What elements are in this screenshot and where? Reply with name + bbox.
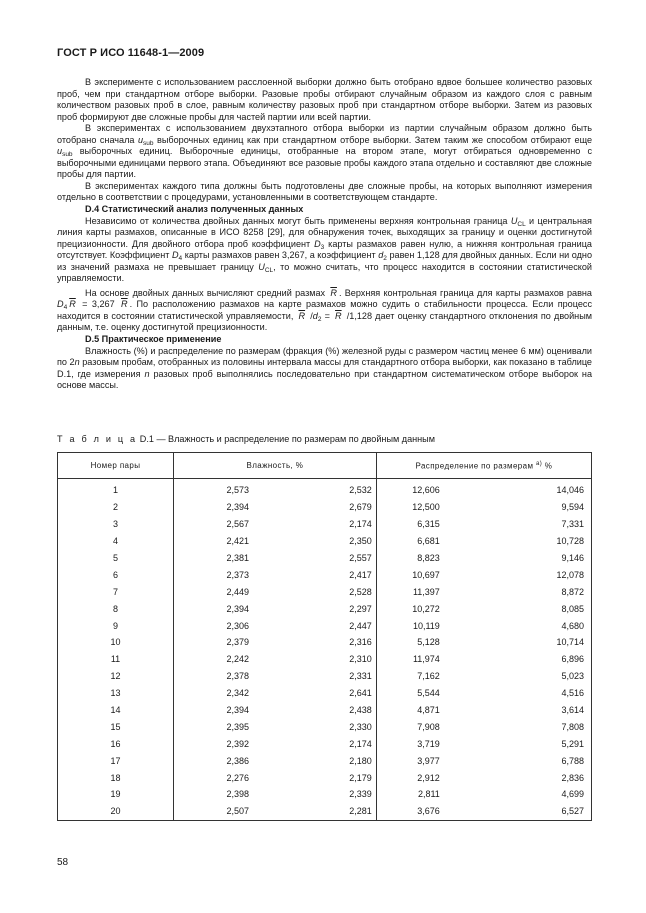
table-row bbox=[58, 600, 592, 617]
cell-moisture-1: 2,386 bbox=[226, 755, 249, 766]
cell-distribution-2: 5,023 bbox=[561, 671, 584, 682]
header-moisture: Влажность, % bbox=[174, 453, 377, 479]
cell-moisture-1: 2,567 bbox=[226, 519, 249, 530]
cell-pair-number: 14 bbox=[58, 702, 174, 719]
cell-pair-number: 17 bbox=[58, 752, 174, 769]
table-row bbox=[58, 617, 592, 634]
cell-moisture-2: 2,417 bbox=[349, 569, 372, 580]
cell-distribution-2: 3,614 bbox=[561, 705, 584, 716]
paragraph-control-limits: Независимо от количества двойных данных могут быть применены верхняя контрольная граница $U_{CL}$ и центральная линия карты размахов, описанные в ИСО 8258 [29], для обнаружения точек, выходящих за границу и оценки достигнутой прецизионности. Для двойного отбора проб коэффициент $D_3$ карты размахов равен нулю, а нижняя контрольная граница отсутствует. Коэффициент $D_4$ карты размахов равен 3,267, а коэффициент $d_2$ равен 1,128 для двойных данных. Если ни одно из значений размаха не превышает границу $U_{CL}$, то можно считать, что процесс находится в состоянии статистической управляемости. bbox=[57, 215, 592, 284]
cell-distribution-2: 7,331 bbox=[561, 519, 584, 530]
table-row bbox=[58, 516, 592, 533]
cell-moisture-2: 2,679 bbox=[349, 502, 372, 513]
table-row bbox=[58, 786, 592, 803]
cell-distribution-1: 4,871 bbox=[417, 705, 440, 716]
cell-moisture-2: 2,641 bbox=[349, 688, 372, 699]
cell-pair-number: 19 bbox=[58, 786, 174, 803]
cell-distribution bbox=[376, 600, 591, 617]
body-text bbox=[57, 77, 592, 392]
cell-pair-number: 13 bbox=[58, 685, 174, 702]
cell-moisture-2: 2,331 bbox=[349, 671, 372, 682]
cell-distribution-2: 7,808 bbox=[561, 721, 584, 732]
data-table bbox=[57, 452, 592, 821]
cell-distribution bbox=[376, 651, 591, 668]
cell-distribution-2: 9,146 bbox=[561, 553, 584, 563]
cell-distribution-2: 10,714 bbox=[556, 637, 584, 648]
table-row bbox=[58, 550, 592, 567]
cell-distribution-1: 2,912 bbox=[417, 772, 440, 783]
cell-distribution-2: 6,527 bbox=[561, 806, 584, 817]
cell-pair-number: 11 bbox=[58, 651, 174, 668]
cell-moisture bbox=[174, 482, 377, 499]
cell-pair-number: 1 bbox=[58, 482, 174, 499]
document-header: ГОСТ Р ИСО 11648-1—2009 bbox=[57, 47, 205, 59]
cell-moisture-1: 2,378 bbox=[226, 671, 249, 682]
paragraph-two-stage: В экспериментах с использованием двухэтапного отбора выборки из партии случайным образом должно быть отобрано сначала $u_{sub}$ выборочных единиц как при стандартном отборе выборки. Затем таким же способом отбирают еще $u_{sub}$ выборочных единиц. Выборочные единицы, отобранные на втором этапе, могут отбираться одновременно с выборочными единицами первого этапа. Объединяют все разовые пробы каждого этапа отдельно и составляют две сложные пробы для партии. bbox=[57, 123, 593, 180]
cell-moisture-2: 2,316 bbox=[349, 637, 372, 648]
cell-distribution bbox=[376, 803, 591, 820]
cell-moisture-1: 2,398 bbox=[226, 789, 249, 800]
table-row bbox=[58, 702, 592, 719]
cell-distribution-2: 12,078 bbox=[556, 569, 584, 580]
table-row bbox=[58, 634, 592, 651]
cell-distribution bbox=[376, 482, 591, 499]
cell-moisture-2: 2,438 bbox=[349, 705, 372, 716]
table-row bbox=[58, 482, 592, 499]
cell-moisture-2: 2,532 bbox=[349, 485, 372, 496]
cell-distribution-2: 6,896 bbox=[561, 654, 584, 665]
cell-moisture-1: 2,394 bbox=[226, 502, 249, 513]
cell-distribution bbox=[376, 583, 591, 600]
cell-pair-number: 16 bbox=[58, 735, 174, 752]
table-row bbox=[58, 583, 592, 600]
cell-distribution-1: 6,681 bbox=[417, 536, 440, 547]
cell-distribution bbox=[376, 617, 591, 634]
cell-distribution-2: 9,594 bbox=[561, 502, 584, 513]
cell-moisture-2: 2,174 bbox=[349, 738, 372, 749]
cell-pair-number: 9 bbox=[58, 617, 174, 634]
cell-moisture bbox=[174, 769, 377, 786]
cell-distribution bbox=[376, 769, 591, 786]
cell-distribution bbox=[376, 735, 591, 752]
cell-distribution-1: 10,119 bbox=[412, 620, 440, 631]
cell-moisture bbox=[174, 600, 377, 617]
cell-moisture-2: 2,180 bbox=[349, 755, 372, 766]
cell-distribution bbox=[376, 550, 591, 567]
cell-moisture bbox=[174, 583, 377, 600]
paragraph-stratified: В эксперименте с использованием расслоенной выборки должно быть отобрано вдвое большее количество разовых проб, чем при стандартном отборе выборки. Разовые пробы отбирают случайным образом из каждого слоя с равным количеством разовых проб в слое, равным количеству разовых проб при стандартном отборе выборки. Затем из разовых проб формируют две сложные пробы для частей партии или всей партии. bbox=[57, 77, 592, 122]
cell-distribution bbox=[376, 533, 591, 550]
cell-moisture bbox=[174, 634, 377, 651]
cell-distribution-2: 2,836 bbox=[561, 772, 584, 783]
cell-distribution-2: 8,872 bbox=[561, 586, 584, 597]
cell-moisture bbox=[174, 803, 377, 820]
cell-pair-number: 12 bbox=[58, 668, 174, 685]
cell-pair-number: 7 bbox=[58, 583, 174, 600]
table-caption: Т а б л и ц а D.1 — Влажность и распределение по размерам по двойным данным bbox=[57, 434, 435, 444]
table-row bbox=[58, 685, 592, 702]
table-row bbox=[58, 769, 592, 786]
cell-moisture-1: 2,449 bbox=[226, 586, 249, 597]
cell-moisture-2: 2,174 bbox=[349, 519, 372, 530]
table-row bbox=[58, 499, 592, 516]
page-number: 58 bbox=[57, 857, 69, 868]
section-heading-d5: D.5 Практическое применение bbox=[85, 334, 222, 345]
cell-distribution bbox=[376, 702, 591, 719]
cell-distribution bbox=[376, 499, 591, 516]
cell-distribution-2: 8,085 bbox=[561, 603, 584, 614]
cell-moisture-1: 2,276 bbox=[226, 772, 249, 783]
cell-pair-number: 5 bbox=[58, 550, 174, 567]
cell-distribution-1: 2,811 bbox=[417, 789, 440, 800]
table-header-row bbox=[58, 453, 592, 479]
cell-moisture-1: 2,392 bbox=[226, 738, 249, 749]
paragraph-mean-range: На основе двойных данных вычисляют средний размах $\overline{R}$ . Верхняя контрольная граница для карты размахов равна $D_4$ $\overline{R} = 3,267$ $\overline{R}$ . По расположению размахов на карте размахов можно судить о стабильности процесса. Если процесс находится в состоянии статистической управляемости, $\overline{R}$ $/d_2 = \overline{R}$ /1,128 дает оценку стандартного отклонения по двойным данным, т.е. оценку достигнутой прецизионности. bbox=[57, 287, 592, 333]
cell-moisture bbox=[174, 668, 377, 685]
cell-distribution-1: 10,272 bbox=[412, 603, 440, 614]
cell-moisture-2: 2,179 bbox=[349, 772, 372, 783]
cell-pair-number: 18 bbox=[58, 769, 174, 786]
cell-moisture bbox=[174, 617, 377, 634]
cell-distribution-1: 12,606 bbox=[412, 485, 440, 496]
cell-moisture bbox=[174, 499, 377, 516]
cell-distribution-1: 3,676 bbox=[417, 806, 440, 817]
cell-distribution-2: 4,516 bbox=[561, 688, 584, 699]
cell-moisture bbox=[174, 718, 377, 735]
cell-moisture-1: 2,381 bbox=[226, 553, 249, 563]
cell-moisture-1: 2,394 bbox=[226, 603, 249, 614]
cell-moisture bbox=[174, 533, 377, 550]
cell-moisture-1: 2,379 bbox=[226, 637, 249, 648]
cell-moisture bbox=[174, 702, 377, 719]
cell-distribution-1: 12,500 bbox=[412, 502, 440, 513]
cell-moisture-1: 2,342 bbox=[226, 688, 249, 699]
paragraph-practical-application: Влажность (%) и распределение по размерам (фракция (%) железной руды с размером частиц менее 6 мм) оценивали по 2n разовым пробам, отобранных из половины интервала массы для стандартного отбора выборки, как показано в таблице D.1, где измерения n разовых проб выполнялись последовательно при стандартном систематическом отборе выборок на основе массы. bbox=[57, 345, 592, 391]
table-row bbox=[58, 566, 592, 583]
cell-distribution-1: 11,397 bbox=[412, 586, 440, 597]
cell-distribution-1: 7,908 bbox=[417, 721, 440, 732]
cell-moisture-2: 2,350 bbox=[349, 536, 372, 547]
cell-distribution bbox=[376, 566, 591, 583]
cell-distribution bbox=[376, 786, 591, 803]
cell-moisture bbox=[174, 735, 377, 752]
cell-distribution bbox=[376, 752, 591, 769]
cell-moisture-2: 2,339 bbox=[349, 789, 372, 800]
cell-moisture-2: 2,330 bbox=[349, 721, 372, 732]
cell-distribution-1: 5,544 bbox=[417, 688, 440, 699]
table-row bbox=[58, 718, 592, 735]
cell-distribution bbox=[376, 718, 591, 735]
cell-distribution-1: 3,977 bbox=[417, 755, 440, 766]
cell-moisture-1: 2,507 bbox=[226, 806, 249, 817]
cell-pair-number: 10 bbox=[58, 634, 174, 651]
cell-pair-number: 3 bbox=[58, 516, 174, 533]
cell-moisture-2: 2,310 bbox=[349, 654, 372, 665]
section-heading-d4: D.4 Статистический анализ полученных данных bbox=[85, 204, 304, 215]
cell-moisture-1: 2,394 bbox=[226, 705, 249, 716]
cell-moisture bbox=[174, 566, 377, 583]
table-row bbox=[58, 651, 592, 668]
cell-pair-number: 15 bbox=[58, 718, 174, 735]
header-pair-number: Номер пары bbox=[58, 453, 174, 479]
cell-distribution-1: 6,315 bbox=[417, 519, 440, 530]
table-row bbox=[58, 752, 592, 769]
cell-moisture-2: 2,528 bbox=[349, 586, 372, 597]
cell-moisture bbox=[174, 550, 377, 567]
header-size-distribution: Распределение по размерам $^{a)}$ % bbox=[376, 453, 591, 479]
cell-distribution-1: 3,719 bbox=[417, 738, 440, 749]
cell-distribution bbox=[376, 634, 591, 651]
cell-distribution-1: 7,162 bbox=[417, 671, 440, 682]
cell-distribution-2: 6,788 bbox=[561, 755, 584, 766]
cell-distribution-2: 10,728 bbox=[556, 536, 584, 547]
table-row bbox=[58, 668, 592, 685]
cell-distribution-2: 14,046 bbox=[556, 485, 584, 496]
cell-moisture bbox=[174, 786, 377, 803]
cell-moisture-1: 2,573 bbox=[226, 485, 249, 496]
cell-moisture-1: 2,242 bbox=[226, 654, 249, 665]
cell-distribution-1: 11,974 bbox=[412, 654, 440, 665]
cell-moisture-1: 2,421 bbox=[226, 536, 249, 547]
cell-moisture-1: 2,395 bbox=[226, 721, 249, 732]
cell-pair-number: 2 bbox=[58, 499, 174, 516]
cell-moisture bbox=[174, 651, 377, 668]
cell-pair-number: 20 bbox=[58, 803, 174, 820]
table-row bbox=[58, 803, 592, 820]
cell-moisture-2: 2,447 bbox=[349, 620, 372, 631]
cell-distribution bbox=[376, 668, 591, 685]
cell-distribution-2: 4,680 bbox=[561, 620, 584, 631]
cell-moisture bbox=[174, 516, 377, 533]
cell-moisture-2: 2,297 bbox=[349, 603, 372, 614]
cell-moisture bbox=[174, 752, 377, 769]
cell-moisture-2: 2,281 bbox=[349, 806, 372, 817]
table-row bbox=[58, 533, 592, 550]
cell-distribution-1: 5,128 bbox=[417, 637, 440, 648]
cell-distribution-1: 8,823 bbox=[417, 553, 440, 563]
cell-distribution-2: 4,699 bbox=[561, 789, 584, 800]
cell-distribution bbox=[376, 685, 591, 702]
cell-moisture-1: 2,373 bbox=[226, 569, 249, 580]
cell-pair-number: 6 bbox=[58, 566, 174, 583]
cell-distribution-1: 10,697 bbox=[412, 569, 440, 580]
cell-moisture-2: 2,557 bbox=[349, 553, 372, 563]
cell-pair-number: 8 bbox=[58, 600, 174, 617]
cell-distribution bbox=[376, 516, 591, 533]
cell-moisture-1: 2,306 bbox=[226, 620, 249, 631]
table-row bbox=[58, 735, 592, 752]
cell-moisture bbox=[174, 685, 377, 702]
paragraph-composite-samples: В экспериментах каждого типа должны быть подготовлены две сложные пробы, на которых выполняют измерения отдельно в соответствии с процедурами, установленными в соответствующем стандарте. bbox=[57, 180, 592, 203]
cell-pair-number: 4 bbox=[58, 533, 174, 550]
cell-distribution-2: 5,291 bbox=[561, 738, 584, 749]
